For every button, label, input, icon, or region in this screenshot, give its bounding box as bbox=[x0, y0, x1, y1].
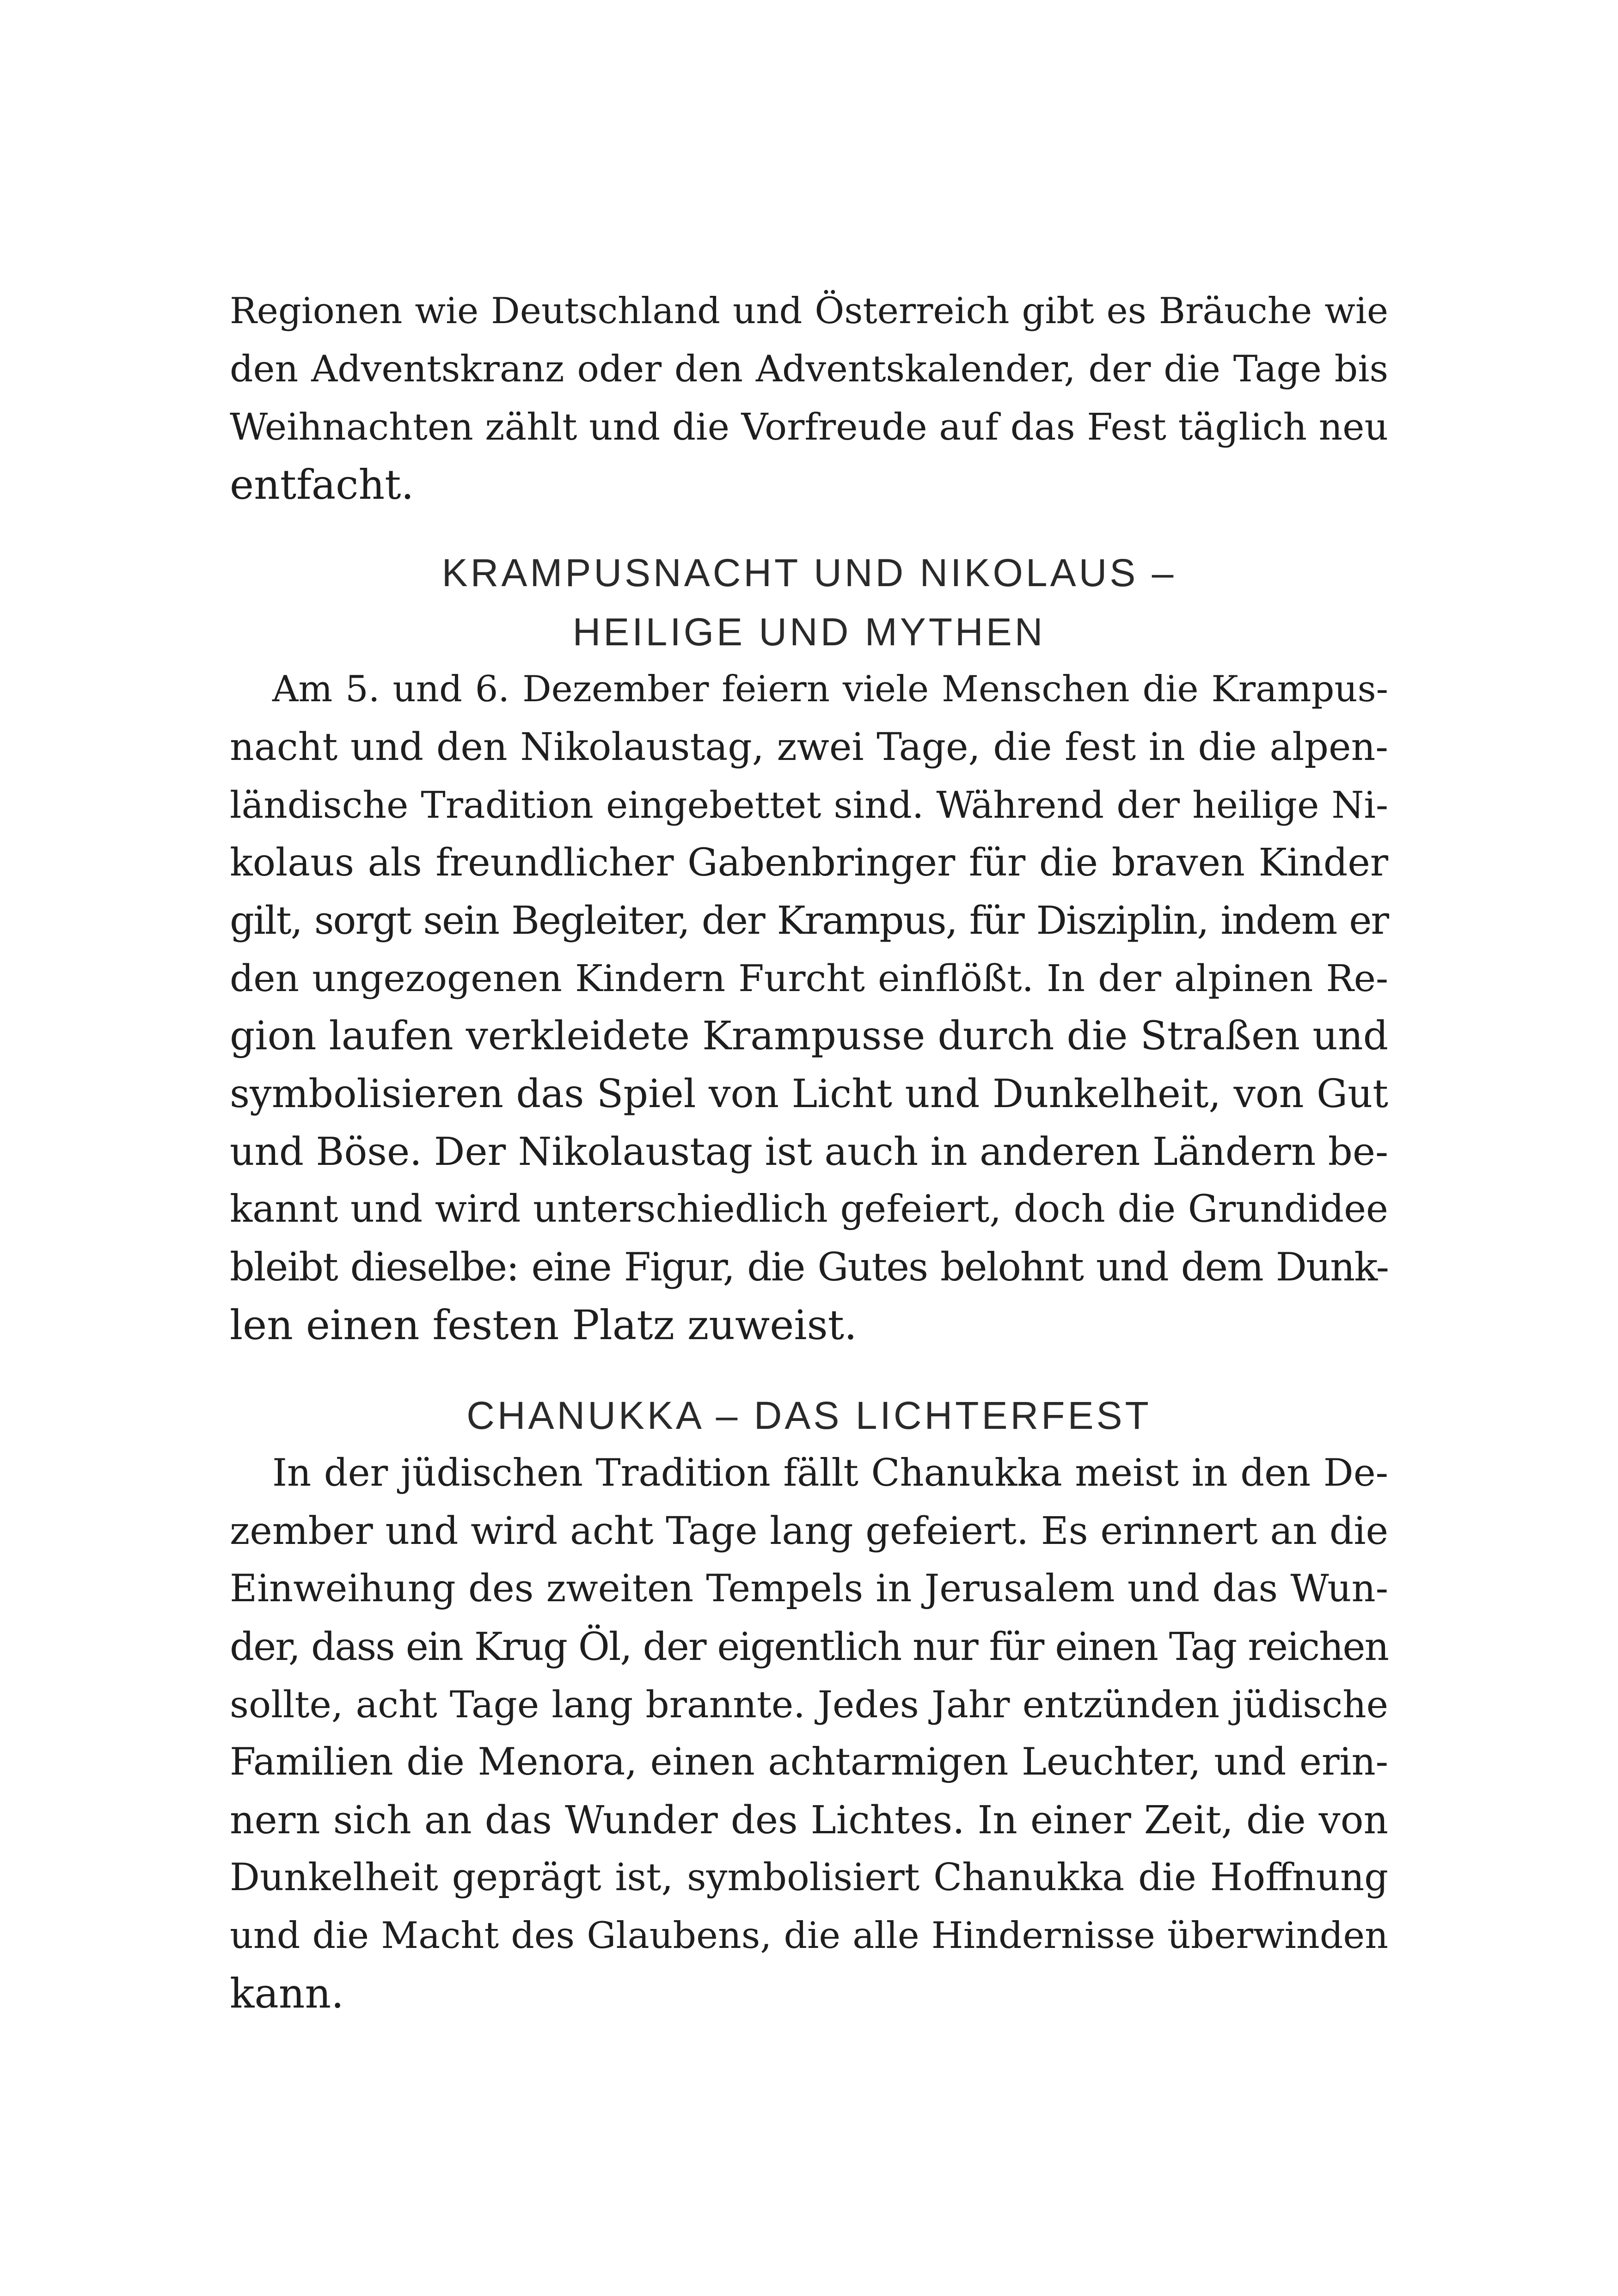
text-line: Weihnachten zählt und die Vorfreude auf das Fest täglich neu bbox=[230, 405, 1388, 448]
text-line: den Adventskranz oder den Adventskalender, der die Tage bis bbox=[230, 348, 1388, 390]
text-line: bleibt dieselbe: eine Figur, die Gutes belohnt und dem Dunk- bbox=[230, 1244, 1388, 1290]
text-line: und Böse. Der Nikolaustag ist auch in anderen Ländern be- bbox=[230, 1129, 1388, 1174]
text-line: der, dass ein Krug Öl, der eigentlich nur für einen Tag reichen bbox=[230, 1624, 1388, 1669]
text-line: kannt und wird unterschiedlich gefeiert, doch die Grundidee bbox=[230, 1188, 1388, 1231]
intro-paragraph bbox=[230, 282, 1388, 514]
text-line: Familien die Menora, einen achtarmigen Leuchter, und erin- bbox=[230, 1740, 1388, 1784]
text-line: den ungezogenen Kindern Furcht einflößt. In der alpinen Re- bbox=[230, 957, 1388, 1000]
text-line: gion laufen verkleidete Krampusse durch die Straßen und bbox=[230, 1013, 1388, 1059]
text-line: Einweihung des zweiten Tempels in Jerusalem und das Wun- bbox=[230, 1567, 1388, 1610]
text-line: gilt, sorgt sein Begleiter, der Krampus, für Disziplin, indem er bbox=[230, 898, 1388, 943]
text-line: zember und wird acht Tage lang gefeiert. Es erinnert an die bbox=[230, 1509, 1388, 1553]
section-heading-krampus bbox=[230, 543, 1388, 661]
text-line: Am 5. und 6. Dezember feiern viele Menschen die Krampus- bbox=[272, 668, 1388, 710]
text-line: kolaus als freundlicher Gabenbringer für die braven Kinder bbox=[230, 841, 1388, 885]
chanukka-paragraph bbox=[230, 1445, 1388, 2022]
section-heading-chanukka bbox=[230, 1386, 1388, 1445]
text-line: symbolisieren das Spiel von Licht und Dunkelheit, von Gut bbox=[230, 1071, 1388, 1116]
text-line: kann. bbox=[230, 1970, 344, 2017]
text-line: Regionen wie Deutschland und Österreich gibt es Bräuche wie bbox=[230, 290, 1388, 332]
heading-line: HEILIGE UND MYTHEN bbox=[572, 610, 1046, 654]
text-line: ländische Tradition eingebettet sind. Während der heilige Ni- bbox=[230, 784, 1388, 827]
text-line: nacht und den Nikolaustag, zwei Tage, die fest in die alpen- bbox=[230, 725, 1388, 769]
krampus-paragraph bbox=[230, 661, 1388, 1354]
heading-line: CHANUKKA – DAS LICHTERFEST bbox=[466, 1394, 1152, 1437]
text-line: sollte, acht Tage lang brannte. Jedes Jahr entzünden jüdische bbox=[230, 1683, 1388, 1726]
heading-line: KRAMPUSNACHT UND NIKOLAUS – bbox=[441, 551, 1177, 594]
text-line: In der jüdischen Tradition fällt Chanukka meist in den De- bbox=[272, 1451, 1388, 1495]
text-line: entfacht. bbox=[230, 461, 414, 508]
text-line: nern sich an das Wunder des Lichtes. In einer Zeit, die von bbox=[230, 1798, 1388, 1843]
text-line: Dunkelheit geprägt ist, symbolisiert Chanukka die Hoffnung bbox=[230, 1856, 1388, 1899]
text-line: und die Macht des Glaubens, die alle Hindernisse überwinden bbox=[230, 1914, 1388, 1957]
text-line: len einen festen Platz zuweist. bbox=[230, 1301, 857, 1349]
